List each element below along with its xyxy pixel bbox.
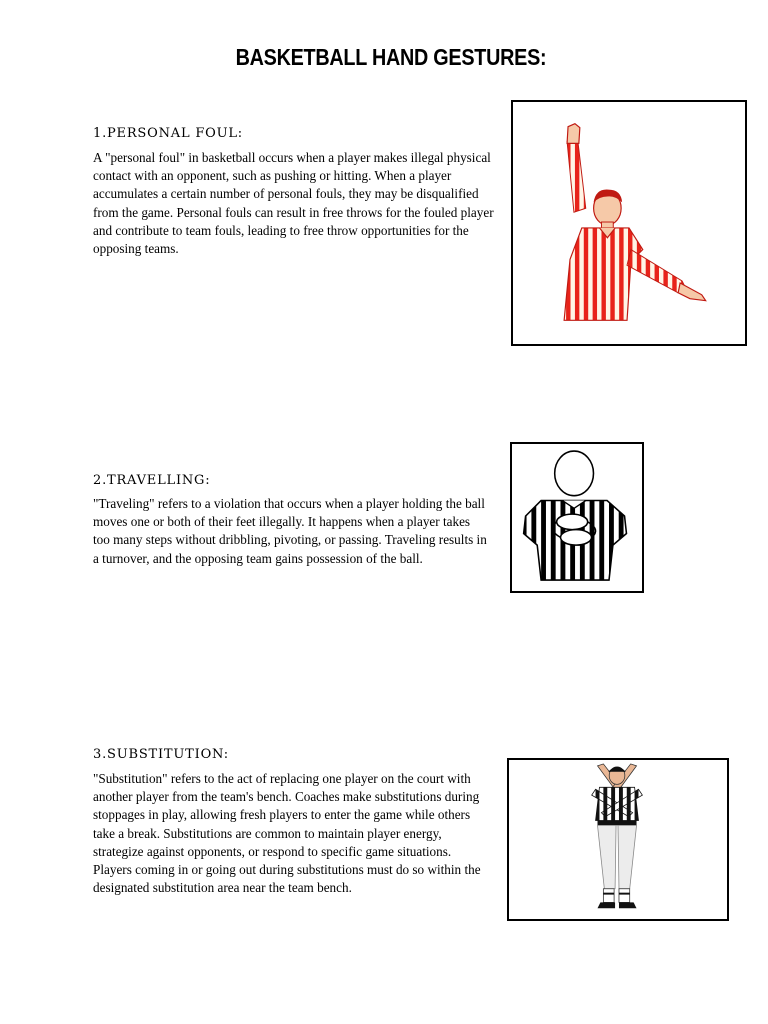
- section-heading-travelling: 2.TRAVELLING:: [93, 473, 211, 488]
- section-heading-personal-foul: 1.PERSONAL FOUL:: [93, 126, 243, 141]
- personal-foul-illustration: [511, 100, 747, 346]
- section-body-substitution: "Substitution" refers to the act of replacing one player on the court with another player from the team's bench. Coaches make substitutions during stoppages in play, allowing fresh players to enter the game while others take a break. Substitutions are common to maintain player energy, strategize against opponents, or respond to specific game situations. Players coming in or going out during substitutions must do so within the designated substitution area near the team bench.: [93, 771, 481, 896]
- referee-substitution-icon: [509, 760, 727, 919]
- section-body-travelling: "Traveling" refers to a violation that occurs when a player holding the ball moves one or both of their feet illegally. It happens when a player takes too many steps without dribbling, pivoting, or passing. Traveling results in a turnover, and the opposing team gains possession of the ball.: [93, 496, 487, 566]
- substitution-illustration: [507, 758, 729, 921]
- referee-travelling-icon: [512, 444, 642, 591]
- section-body-personal-foul: A "personal foul" in basketball occurs when a player makes illegal physical contact with an opponent, such as pushing or hitting. When a player accumulates a certain number of personal fouls, they may be disqualified from the game. Personal fouls can result in free throws for the fouled player and contribute to team fouls, leading to free throw opportunities for the opposing teams.: [93, 150, 494, 257]
- section-heading-substitution: 3.SUBSTITUTION:: [93, 747, 229, 762]
- page-title: BASKETBALL HAND GESTURES:: [235, 44, 547, 70]
- travelling-illustration: [510, 442, 644, 593]
- referee-personal-foul-icon: [513, 102, 745, 344]
